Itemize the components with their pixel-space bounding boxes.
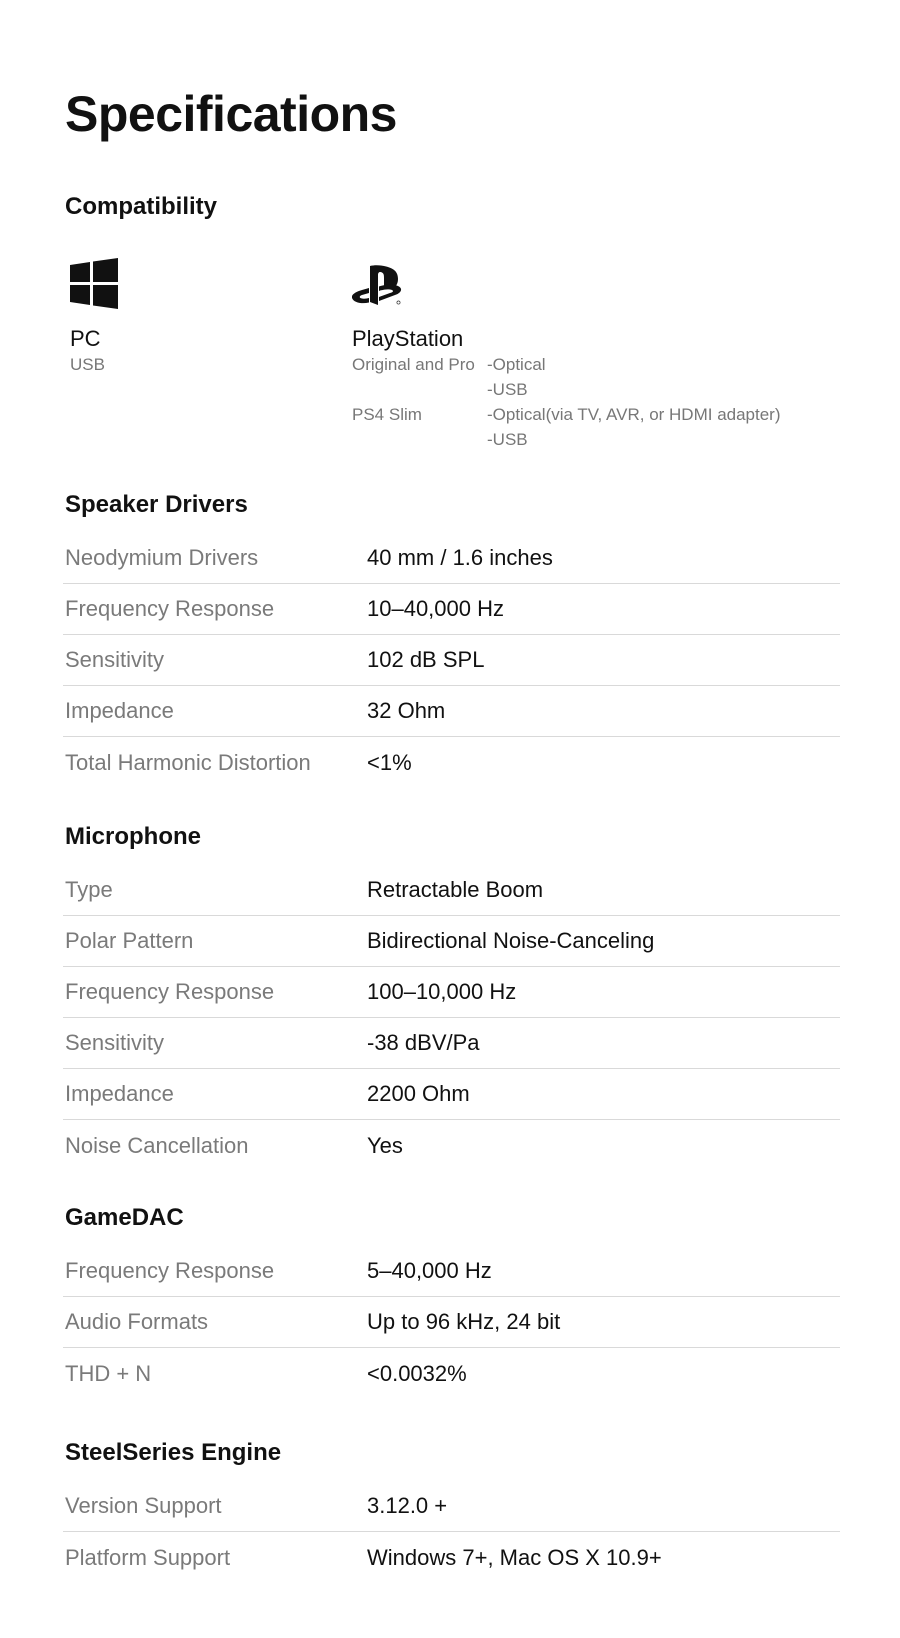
spec-label: THD + N [65,1360,152,1386]
spec-value: Yes [367,1132,403,1158]
ps-model-original-pro-options [487,352,807,402]
playstation-logo-icon [352,258,402,310]
spec-label: Frequency Response [65,1258,275,1283]
platform-name-playstation: PlayStation [352,326,464,351]
platform-playstation [352,258,807,452]
spec-label: Frequency Response [65,596,275,621]
steelseries-engine-table [63,1481,840,1583]
ps-model-slim: PS4 Slim [352,405,422,424]
spec-label: Platform Support [65,1544,231,1570]
table-row [63,1297,840,1348]
table-row [63,686,840,737]
spec-value: Bidirectional Noise-Canceling [367,928,655,953]
spec-label: Sensitivity [65,647,165,672]
platform-name-pc: PC [70,326,101,351]
ps-option: -Optical [487,355,546,374]
spec-value: 2200 Ohm [367,1081,470,1106]
spec-value: Retractable Boom [367,877,544,902]
spec-value: 3.12.0 + [367,1493,448,1518]
gamedac-table [63,1246,840,1399]
table-row [63,1348,840,1399]
spec-label: Audio Formats [65,1309,209,1334]
spec-value: 40 mm / 1.6 inches [367,545,553,570]
ps-option: -USB [487,380,528,399]
spec-label: Version Support [65,1493,222,1518]
table-row [63,584,840,635]
microphone-heading: Microphone [65,823,201,850]
microphone-table [63,865,840,1171]
gamedac-heading: GameDAC [65,1204,184,1231]
spec-value: <0.0032% [367,1360,467,1386]
spec-label: Neodymium Drivers [65,545,259,570]
ps-option: -Optical(via TV, AVR, or HDMI adapter) [487,405,781,424]
platform-pc [70,258,118,377]
ps-option: -USB [487,430,528,449]
table-row [63,967,840,1018]
spec-label: Impedance [65,1081,174,1106]
speaker-drivers-heading: Speaker Drivers [65,491,248,518]
ps-model-original-pro: Original and Pro [352,355,475,374]
windows-logo-icon [70,258,118,310]
spec-label: Sensitivity [65,1030,165,1055]
spec-label: Impedance [65,698,174,723]
table-row [63,1120,840,1171]
table-row [63,737,840,788]
spec-value: <1% [367,749,412,775]
page-title: Specifications [65,86,397,142]
spec-value: 32 Ohm [367,698,446,723]
table-row [63,1481,840,1532]
table-row [63,1246,840,1297]
spec-label: Polar Pattern [65,928,194,953]
spec-value: 100–10,000 Hz [367,979,517,1004]
table-row [63,1532,840,1583]
table-row [63,865,840,916]
table-row [63,533,840,584]
table-row [63,1069,840,1120]
ps-model-slim-options [487,402,807,452]
table-row [63,635,840,686]
speaker-drivers-table [63,533,840,788]
spec-value: 5–40,000 Hz [367,1258,492,1283]
spec-label: Frequency Response [65,979,275,1004]
pc-connection: USB [70,355,105,374]
spec-value: 102 dB SPL [367,647,485,672]
table-row [63,916,840,967]
spec-value: Windows 7+, Mac OS X 10.9+ [367,1544,662,1570]
spec-value: 10–40,000 Hz [367,596,504,621]
spec-label: Type [65,877,113,902]
spec-label: Noise Cancellation [65,1132,249,1158]
steelseries-engine-heading: SteelSeries Engine [65,1439,282,1466]
table-row [63,1018,840,1069]
spec-label: Total Harmonic Distortion [65,749,311,775]
spec-value: Up to 96 kHz, 24 bit [367,1309,561,1334]
compatibility-section [65,258,840,458]
compatibility-heading: Compatibility [65,193,218,220]
spec-value: -38 dBV/Pa [367,1030,480,1055]
playstation-models [352,352,807,452]
